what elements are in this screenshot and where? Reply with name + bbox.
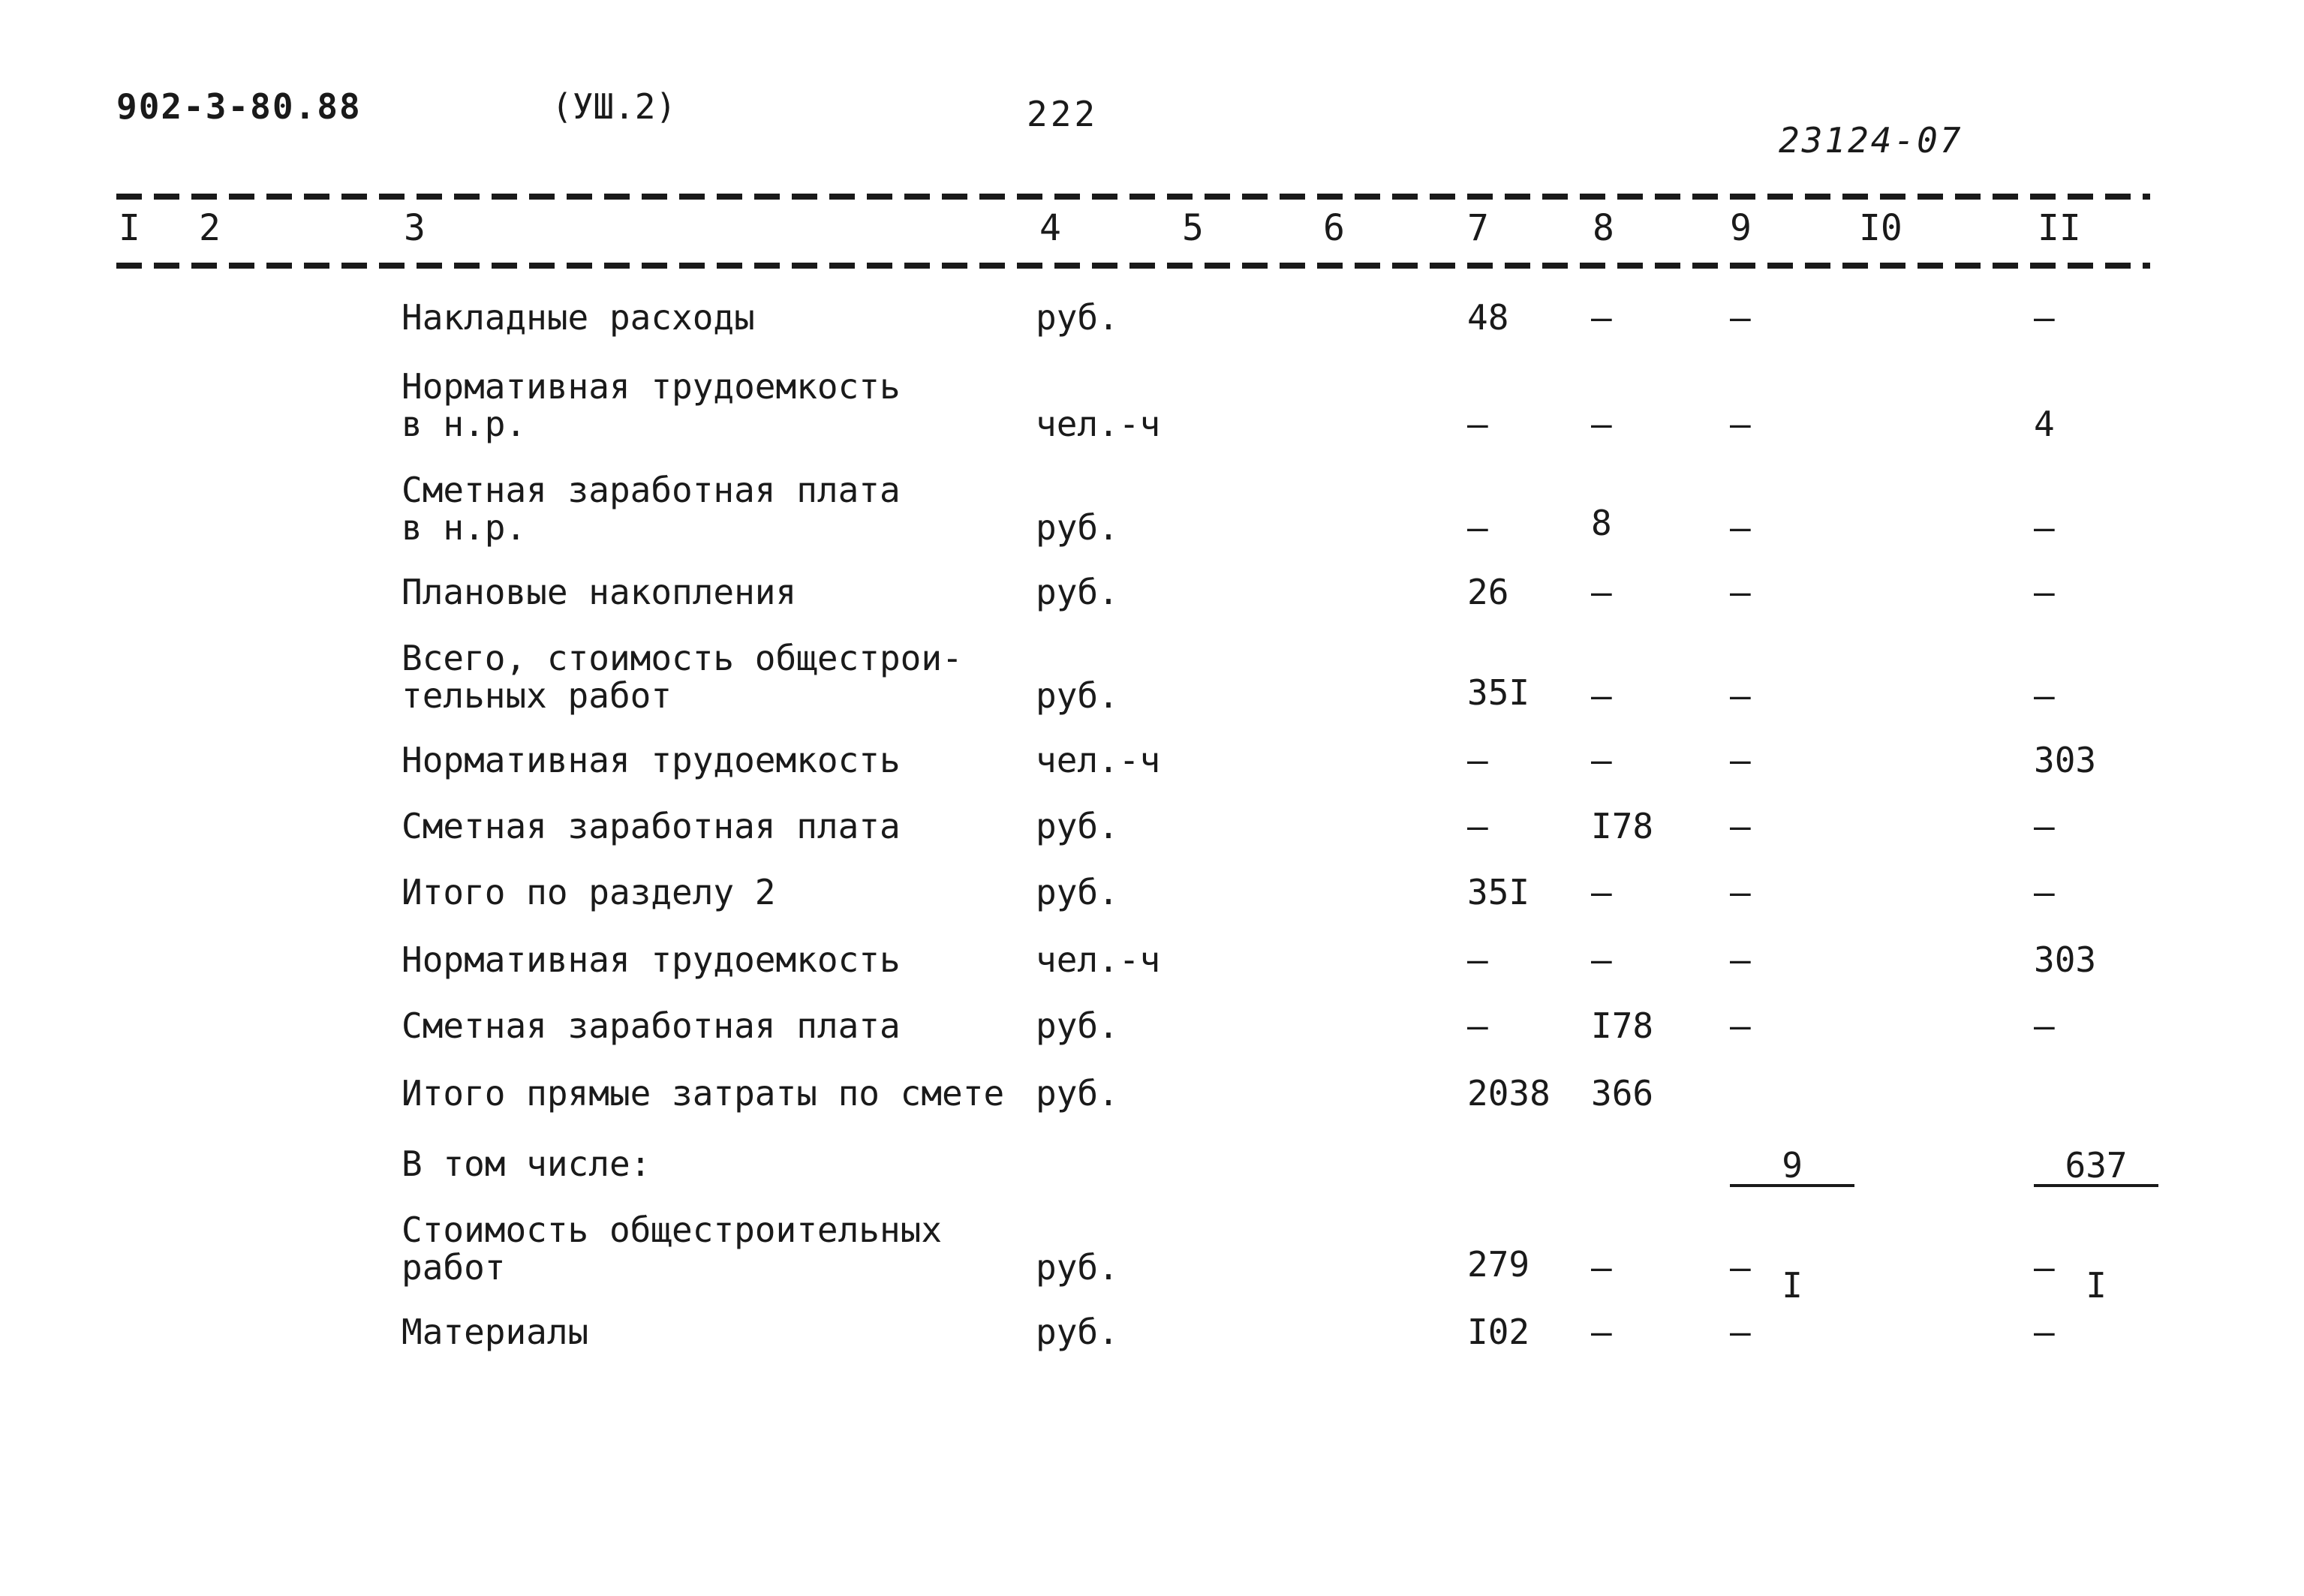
row-col9: – — [1730, 297, 1751, 338]
row-col8: – — [1591, 1312, 1612, 1352]
column-number: II — [2038, 207, 2081, 249]
fraction-numerator: 637 — [2034, 1147, 2158, 1187]
row-col9: – — [1730, 806, 1751, 846]
fraction-denominator: I — [1782, 1265, 1803, 1306]
row-col8: – — [1591, 297, 1612, 338]
row-col7: 279 — [1467, 1244, 1530, 1285]
row-col9: – — [1730, 1247, 1751, 1288]
row-col9: – — [1730, 1312, 1751, 1352]
document-code: 902-3-80.88 — [116, 86, 362, 127]
header-rule-bottom — [116, 263, 2150, 269]
column-number: 7 — [1467, 207, 1489, 249]
row-name: В том числе: — [402, 1144, 651, 1184]
row-col11: – — [2034, 675, 2055, 716]
fraction-denominator: I — [2086, 1265, 2107, 1306]
row-col11: 303 — [2034, 740, 2097, 780]
row-name: Нормативная трудоемкость — [402, 939, 901, 980]
row-col9: – — [1730, 939, 1751, 980]
row-col8: – — [1591, 872, 1612, 912]
row-name: Накладные расходы — [402, 297, 755, 338]
row-col7: 26 — [1467, 572, 1509, 612]
row-unit: руб. — [1036, 1312, 1119, 1352]
header-rule-top — [116, 194, 2150, 200]
row-name: Сметная заработная плата — [402, 806, 901, 846]
row-col8: – — [1591, 740, 1612, 780]
row-col9: – — [1730, 507, 1751, 548]
row-col8: 366 — [1591, 1073, 1654, 1114]
row-name: Нормативная трудоемкость в н.р. — [402, 366, 901, 444]
row-col8: – — [1591, 1247, 1612, 1288]
row-col9: – — [1730, 572, 1751, 612]
row-name: Всего, стоимость общестрои- тельных работ — [402, 638, 963, 716]
row-col7: 35I — [1467, 872, 1530, 912]
row-col7: – — [1467, 939, 1488, 980]
row-name: Нормативная трудоемкость — [402, 740, 901, 780]
row-col7: I02 — [1467, 1312, 1530, 1352]
row-col9: – — [1730, 1005, 1751, 1046]
row-col7: 35I — [1467, 672, 1530, 713]
column-number: 8 — [1593, 207, 1614, 249]
row-unit: руб. — [1036, 1073, 1119, 1114]
row-col11: – — [2034, 297, 2055, 338]
row-col7: 2038 — [1467, 1073, 1551, 1114]
row-unit: руб. — [1036, 872, 1119, 912]
row-col8: – — [1591, 675, 1612, 716]
row-col8: – — [1591, 939, 1612, 980]
row-unit: чел.-ч — [1036, 939, 1161, 980]
row-col9: – — [1730, 404, 1751, 444]
row-col8: I78 — [1591, 1005, 1654, 1046]
fraction-numerator: 9 — [1730, 1147, 1854, 1187]
row-col7: – — [1467, 740, 1488, 780]
archive-number: 23124-07 — [1779, 120, 1963, 161]
row-col8: – — [1591, 572, 1612, 612]
row-col11: – — [2034, 806, 2055, 846]
row-col11: – — [2034, 572, 2055, 612]
row-name: Сметная заработная плата — [402, 1005, 901, 1046]
row-col11: – — [2034, 872, 2055, 912]
row-unit: руб. — [1036, 1247, 1119, 1288]
row-col7: – — [1467, 404, 1488, 444]
row-name: Итого прямые затраты по смете — [402, 1073, 1005, 1114]
column-number: 4 — [1039, 207, 1061, 249]
row-col7: 48 — [1467, 297, 1509, 338]
row-unit: руб. — [1036, 572, 1119, 612]
page-number: 222 — [1027, 94, 1099, 134]
row-unit: руб. — [1036, 1005, 1119, 1046]
row-col9: – — [1730, 872, 1751, 912]
row-col9: – — [1730, 675, 1751, 716]
column-number: 3 — [404, 207, 426, 249]
row-col11: – — [2034, 1005, 2055, 1046]
row-name: Плановые накопления — [402, 572, 797, 612]
column-number: 5 — [1182, 207, 1204, 249]
row-col9: – — [1730, 740, 1751, 780]
sheet-reference: (УШ.2) — [552, 86, 677, 127]
row-col11: 303 — [2034, 939, 2097, 980]
row-col7: – — [1467, 806, 1488, 846]
row-unit: чел.-ч — [1036, 740, 1161, 780]
row-unit: руб. — [1036, 675, 1119, 716]
row-col7: – — [1467, 507, 1488, 548]
row-col8: I78 — [1591, 806, 1654, 846]
row-unit: руб. — [1036, 806, 1119, 846]
row-col8: – — [1591, 404, 1612, 444]
column-number: I — [119, 207, 140, 249]
row-col11: – — [2034, 1312, 2055, 1352]
row-name: Итого по разделу 2 — [402, 872, 776, 912]
row-col8: 8 — [1591, 503, 1612, 543]
row-col11: 4 — [2034, 404, 2055, 444]
column-number: 9 — [1730, 207, 1752, 249]
row-unit: руб. — [1036, 507, 1119, 548]
row-col11: – — [2034, 1247, 2055, 1288]
column-number: 2 — [199, 207, 221, 249]
column-number: I0 — [1859, 207, 1902, 249]
row-name: Материалы — [402, 1312, 589, 1352]
row-col11: – — [2034, 507, 2055, 548]
row-unit: чел.-ч — [1036, 404, 1161, 444]
row-name: Сметная заработная плата в н.р. — [402, 470, 901, 548]
row-name: Стоимость общестроительных работ — [402, 1210, 943, 1288]
column-number: 6 — [1323, 207, 1345, 249]
row-col7: – — [1467, 1005, 1488, 1046]
row-unit: руб. — [1036, 297, 1119, 338]
